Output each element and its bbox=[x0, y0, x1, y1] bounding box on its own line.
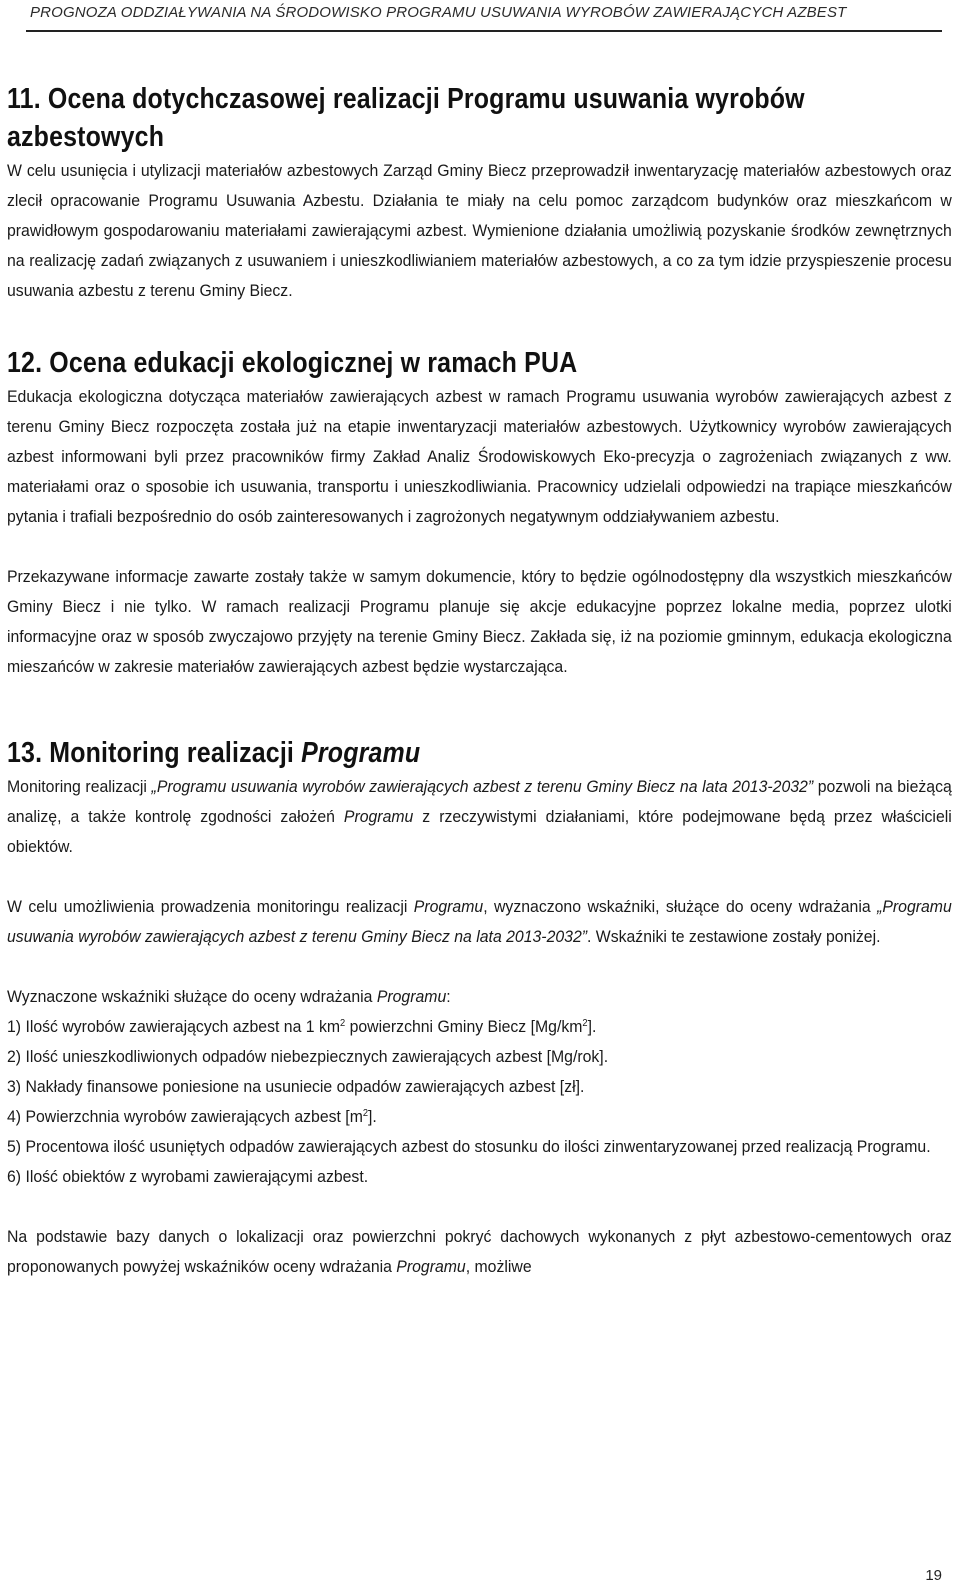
spacer bbox=[7, 862, 952, 892]
section-13-heading-italic: Programu bbox=[301, 737, 421, 769]
program-italic: Programu bbox=[413, 897, 484, 916]
section-12-paragraph-2: Przekazywane informacje zawarte zostały także w samym dokumencie, który to będzie ogólnodostępny dla wszystkich mieszkańców Gminy Biecz i nie tylko. W ramach realizacji Programu planuje się akcje edukacyjne poprzez lokalne media, poprzez ulotki informacyjne oraz w sposób zwyczajowo przyjęty na terenie Gminy Biecz. Zakłada się, iż na poziomie gminnym, edukacja ekologiczna mieszańców w zakresie materiałów zawierających azbest będzie wystarczająca. bbox=[7, 567, 952, 676]
header-rule bbox=[26, 30, 942, 32]
closing-paragraph bbox=[7, 1222, 952, 1282]
spacer bbox=[7, 952, 952, 982]
indicator-item-2: 2) Ilość unieszkodliwionych odpadów niebezpiecznych zawierających azbest [Mg/rok]. bbox=[7, 1047, 609, 1066]
superscript: 2 bbox=[582, 1018, 588, 1029]
text-run: z rzeczywistymi działaniami, które podejmowane będą przez właścicieli obiektów. bbox=[7, 807, 952, 856]
section-12-heading: 12. Ocena edukacji ekologicznej w ramach PUA bbox=[7, 347, 578, 379]
indicator-item-5: 5) Procentowa ilość usuniętych odpadów zawierających azbest do stosunku do ilości zinwentaryzowanej przed realizacją Programu. bbox=[7, 1137, 931, 1156]
program-italic: Programu bbox=[343, 807, 414, 826]
indicator-item-4 bbox=[7, 1102, 952, 1132]
program-italic: Programu bbox=[396, 1257, 466, 1276]
section-13-heading bbox=[7, 734, 950, 772]
text-run: . Wskaźniki te zestawione zostały poniżej. bbox=[587, 927, 881, 946]
text-run: Na podstawie bazy danych o lokalizacji oraz powierzchni pokryć dachowych wykonanych z płyt azbestowo-cementowych oraz proponowanych powyżej wskaźników oceny wdrażania bbox=[7, 1227, 952, 1276]
section-12-paragraph-1: Edukacja ekologiczna dotycząca materiałów zawierających azbest w ramach Programu usuwania wyrobów zawierających azbest z terenu Gminy Biecz rozpoczęta została już na etapie inwentaryzacji materiałów azbestowych. Użytkownicy wyrobów zawierających azbest informowani byli przez pracowników firmy Zakład Analiz Środowiskowych Eko-precyzja o zagrożeniach związanych z ww. materiałami oraz o sposobie ich usuwania, transportu i unieszkodliwiania. Pracownicy udzielali odpowiedzi na trapiące mieszkańców pytania i trafiali bezpośrednio do osób zainteresowanych i zagrożonych negatywnym oddziaływaniem azbestu. bbox=[7, 387, 952, 526]
indicator-item-6: 6) Ilość obiektów z wyrobami zawierającymi azbest. bbox=[7, 1167, 369, 1186]
indicator-item-3: 3) Nakłady finansowe poniesione na usuniecie odpadów zawierających azbest [zł]. bbox=[7, 1077, 585, 1096]
superscript: 2 bbox=[362, 1108, 369, 1119]
section-13-paragraph-2 bbox=[7, 892, 952, 952]
section-11-body: W celu usunięcia i utylizacji materiałów azbestowych Zarząd Gminy Biecz przeprowadził inwentaryzację materiałów azbestowych oraz zlecił opracowanie Programu Usuwania Azbestu. Działania te miały na celu pomoc zarządcom budynków oraz mieszkańcom w prawidłowym gospodarowaniu materiałami zawierającymi azbest. Wymienione działania umożliwią pozyskanie środków zewnętrznych na realizację zadań związanych z usuwaniem i unieszkodliwianiem materiałów azbestowych, a co za tym idzie przyspieszenie procesu usuwania azbestu z terenu Gminy Biecz. bbox=[7, 161, 952, 300]
superscript: 2 bbox=[340, 1018, 346, 1029]
spacer bbox=[7, 532, 952, 562]
running-header: PROGNOZA ODDZIAŁYWANIA NA ŚRODOWISKO PROGRAMU USUWANIA WYROBÓW ZAWIERAJĄCYCH AZBEST bbox=[30, 4, 847, 21]
text-run: pozwoli na bieżącą analizę, a także kontrolę zgodności założeń bbox=[7, 777, 952, 826]
indicator-list-intro bbox=[7, 982, 952, 1012]
section-13-paragraph-1 bbox=[7, 772, 952, 862]
page-number: 19 bbox=[925, 1567, 942, 1584]
text-run: ]. bbox=[587, 1017, 597, 1036]
program-italic: Programu bbox=[376, 987, 447, 1006]
text-run: , wyznaczono wskaźniki, służące do oceny wdrażania bbox=[483, 897, 878, 916]
text-run: powierzchni Gminy Biecz [Mg/km bbox=[345, 1017, 583, 1036]
text-run: Monitoring realizacji bbox=[7, 777, 152, 796]
program-title-italic: „Programu usuwania wyrobów zawierających azbest z terenu Gminy Biecz na lata 2013-2032” bbox=[151, 777, 814, 796]
spacer bbox=[7, 682, 952, 734]
text-run: 4) Powierzchnia wyrobów zawierających azbest [m bbox=[7, 1107, 363, 1126]
page-content bbox=[7, 80, 952, 1282]
spacer bbox=[7, 306, 952, 344]
text-run: 1) Ilość wyrobów zawierających azbest na 1 km bbox=[7, 1017, 341, 1036]
text-run: , możliwe bbox=[465, 1257, 532, 1276]
text-run: W celu umożliwienia prowadzenia monitoringu realizacji bbox=[7, 897, 414, 916]
indicator-item-1 bbox=[7, 1012, 952, 1042]
program-title-italic: „Programu usuwania wyrobów zawierających azbest z terenu Gminy Biecz na lata 2013-2032” bbox=[7, 897, 952, 946]
section-11-heading: 11. Ocena dotychczasowej realizacji Programu usuwania wyrobów azbestowych bbox=[7, 83, 805, 153]
spacer bbox=[7, 1192, 952, 1222]
text-run: ]. bbox=[368, 1107, 377, 1126]
text-run: Wyznaczone wskaźniki służące do oceny wdrażania bbox=[7, 987, 377, 1006]
text-run: : bbox=[446, 987, 451, 1006]
section-13-heading-prefix: 13. Monitoring realizacji bbox=[7, 737, 302, 769]
